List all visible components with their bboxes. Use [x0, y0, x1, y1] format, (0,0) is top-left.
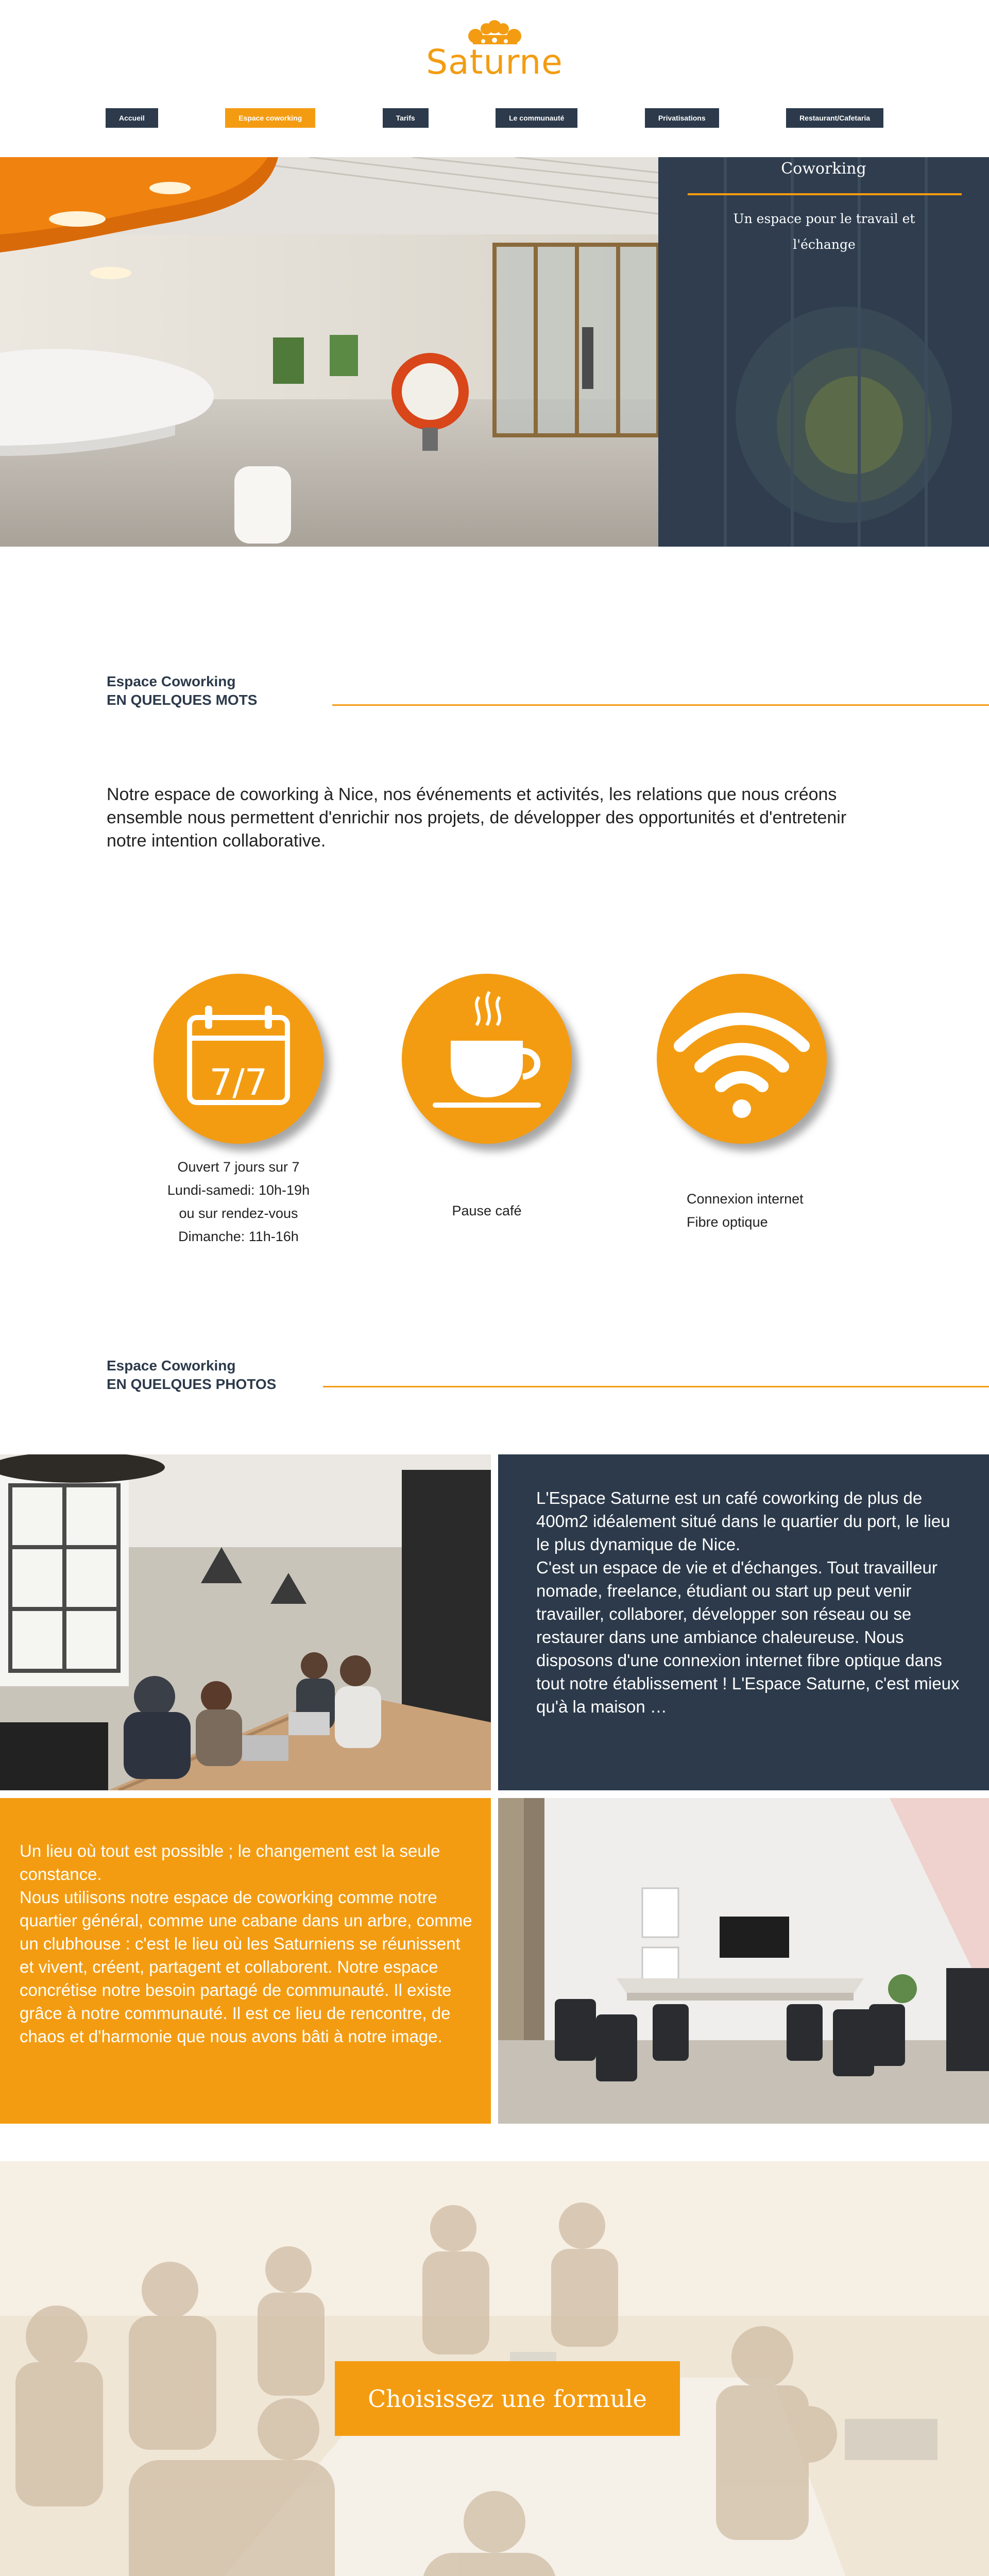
hours-line: ou sur rendez-vous	[179, 1206, 298, 1221]
section-photos-heading	[107, 1357, 276, 1394]
calendar-icon	[154, 974, 323, 1144]
nav-accueil[interactable]: Accueil	[106, 108, 158, 128]
nav-restaurant[interactable]: Restaurant/Cafetaria	[786, 108, 883, 128]
logo-text: Saturne	[426, 42, 563, 82]
community-panel	[0, 1798, 491, 2124]
hero-divider	[688, 193, 962, 195]
wifi-icon	[657, 974, 827, 1144]
internet-text	[687, 1188, 872, 1234]
choose-plan-button[interactable]: Choisissez une formule	[335, 2361, 680, 2436]
calendar-label: 7/7	[209, 1061, 268, 1104]
coworking-table-photo	[0, 1454, 491, 1790]
nav-tarifs[interactable]: Tarifs	[383, 108, 429, 128]
wifi-circle	[657, 974, 827, 1144]
hours-line: Dimanche: 11h-16h	[178, 1229, 299, 1244]
hero-office-photo	[0, 157, 658, 547]
nav-communaute[interactable]: Le communauté	[496, 108, 577, 128]
internet-line: Connexion internet	[687, 1191, 804, 1207]
about-text: L'Espace Saturne est un café coworking de plus de 400m2 idéalement situé dans le quartier du port, le lieu le plus dynamique de Nice. C'est un espace de vie et d'échanges. Tout travailleur nomade, freelance, étudiant ou start up peut venir travailler, collaborer, développer son réseau ou se restaurer dans une ambiance chaleureuse. Nous disposons d'une connexion internet fibre optique dans tout notre établissement ! L'Espace Saturne, c'est mieux qu'à la maison …	[536, 1488, 960, 1716]
hours-text	[143, 1156, 334, 1248]
intro-paragraph: Notre espace de coworking à Nice, nos événements et activités, les relations que nous créons ensemble nous permettent d'enrichir nos projets, de développer des opportunités et d'entretenir notre intention collaborative.	[107, 785, 847, 851]
section-photos-line1: Espace Coworking	[107, 1358, 236, 1374]
hours-line: Ouvert 7 jours sur 7	[177, 1159, 300, 1175]
section-words-line1: Espace Coworking	[107, 673, 236, 689]
section-photos-divider	[323, 1386, 989, 1387]
hours-line: Lundi-samedi: 10h-19h	[167, 1182, 310, 1198]
section-photos-line2: EN QUELQUES PHOTOS	[107, 1376, 277, 1392]
nav-privatisations[interactable]: Privatisations	[645, 108, 719, 128]
calendar-circle	[154, 974, 323, 1144]
main-nav	[106, 108, 883, 129]
about-panel	[498, 1454, 989, 1790]
community-text: Un lieu où tout est possible ; le changement est la seule constance. Nous utilisons notre espace de coworking comme notre quartier général, comme une cabane dans un arbre, comme un clubhouse : c'est le lieu où les Saturniens se réunissent et vivent, créent, partagent et collaborent. Notre espace concrétise notre besoin partagé de communauté. Il existe grâce à notre communauté. Il est ce lieu de rencontre, de chaos et d'harmonie que nous avons bâti à notre image.	[20, 1841, 472, 2046]
logo[interactable]	[422, 15, 567, 82]
hero-title: Coworking	[781, 160, 866, 178]
internet-line: Fibre optique	[687, 1214, 768, 1230]
section-words-line2: EN QUELQUES MOTS	[107, 692, 258, 708]
coffee-cup-icon	[402, 974, 572, 1144]
coffee-circle	[402, 974, 572, 1144]
hero-subtitle: Un espace pour le travail et l'échange	[733, 211, 915, 252]
section-words-divider	[332, 704, 989, 706]
coffee-text: Pause café	[452, 1203, 522, 1218]
section-words-heading	[107, 672, 257, 709]
nav-espace-coworking[interactable]: Espace coworking	[225, 108, 315, 128]
meeting-room-photo	[498, 1798, 989, 2124]
